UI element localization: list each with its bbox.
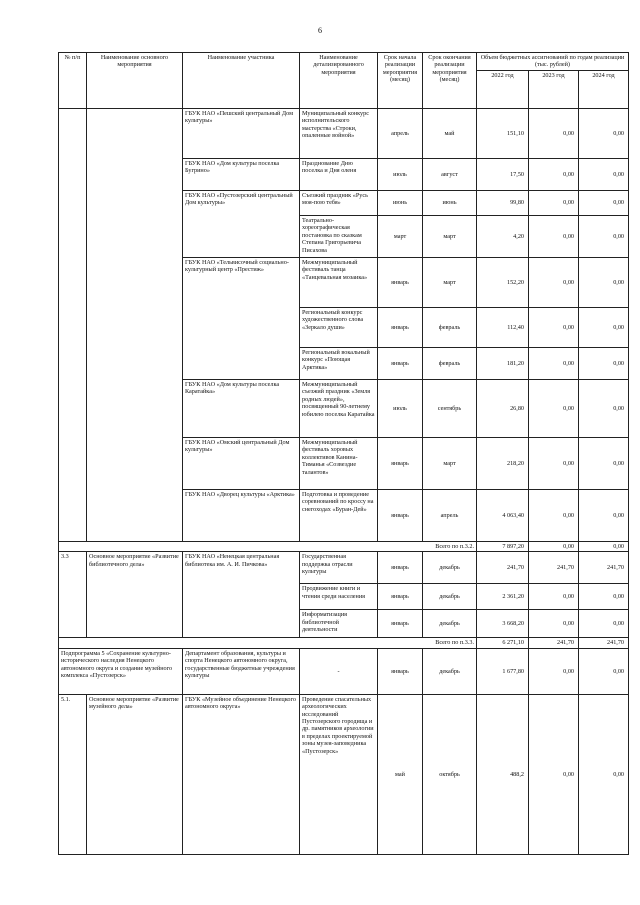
event-cell: Региональный конкурс художественного слова «Зеркало души» [300, 308, 378, 348]
event-cell: Межмуниципальный фестиваль танца «Танцевальная мозаика» [300, 258, 378, 308]
value-2022: 4 063,40 [477, 490, 529, 542]
total-2022: 6 271,10 [477, 638, 529, 648]
value-2022: 26,80 [477, 380, 529, 438]
start-cell: июль [378, 380, 423, 438]
value-2022: 112,40 [477, 308, 529, 348]
end-cell: июнь [423, 191, 477, 216]
header-num: № п/п [59, 53, 87, 109]
end-cell: август [423, 159, 477, 191]
value-2024: 0,00 [579, 380, 629, 438]
table-row [59, 159, 629, 191]
table-row [59, 258, 629, 308]
header-budget: Объем бюджетных ассигнований по годам реализации (тыс. рублей) [477, 53, 629, 71]
value-2023: 0,00 [529, 490, 579, 542]
main-event-cell: Основное мероприятие «Развитие библиотечного дела» [87, 552, 183, 638]
value-2022: 218,20 [477, 438, 529, 490]
end-cell: март [423, 258, 477, 308]
value-2024: 0,00 [579, 216, 629, 258]
participant-cell [183, 216, 300, 258]
value-2024: 0,00 [579, 694, 629, 854]
header-2023: 2023 год [529, 71, 579, 109]
value-2022: 4,20 [477, 216, 529, 258]
participant-cell: ГБУК НАО «Тельвисочный социально-культурный центр «Престиж» [183, 258, 300, 308]
start-cell: июль [378, 159, 423, 191]
total-2024: 0,00 [579, 542, 629, 552]
end-cell: декабрь [423, 584, 477, 610]
participant-cell: ГБУК НАО «Дом культуры поселка Бугрино» [183, 159, 300, 191]
value-2024: 0,00 [579, 109, 629, 159]
start-cell: январь [378, 438, 423, 490]
start-cell: январь [378, 308, 423, 348]
start-cell: январь [378, 348, 423, 380]
table-row [59, 109, 629, 159]
subprogram-title: Подпрограмма 5 «Сохранение культурно-исторического наследия Ненецкого автономного округа и создание музейного комплекса «Пустозерск» [59, 648, 183, 694]
value-2024: 0,00 [579, 191, 629, 216]
end-cell: апрель [423, 490, 477, 542]
header-main-event: Наименование основного мероприятия [87, 53, 183, 109]
row-number: 3.3 [59, 552, 87, 638]
table-row [59, 191, 629, 216]
budget-table [58, 52, 629, 855]
total-label: Всего по п.3.3. [59, 638, 477, 648]
participant-cell: ГБУК НАО «Пешский центральный Дом культуры» [183, 109, 300, 159]
table-row [59, 438, 629, 490]
end-cell: март [423, 438, 477, 490]
value-2022: 151,10 [477, 109, 529, 159]
value-2023: 0,00 [529, 216, 579, 258]
start-cell: апрель [378, 109, 423, 159]
table-row [59, 380, 629, 438]
value-2024: 0,00 [579, 584, 629, 610]
value-2023: 0,00 [529, 584, 579, 610]
value-2022: 3 668,20 [477, 610, 529, 638]
end-cell: февраль [423, 348, 477, 380]
value-2022: 2 361,20 [477, 584, 529, 610]
header-start: Срок начала реализации мероприятия (месяц) [378, 53, 423, 109]
start-cell: январь [378, 610, 423, 638]
participant-cell [183, 348, 300, 380]
event-cell: Региональный вокальный конкурс «Поющая Арктика» [300, 348, 378, 380]
header-end: Срок окончания реализации мероприятия (месяц) [423, 53, 477, 109]
participant-cell: ГБУК «Музейное объединение Ненецкого автономного округа» [183, 694, 300, 854]
start-cell: май [378, 694, 423, 854]
header-2024: 2024 год [579, 71, 629, 109]
total-2024: 241,70 [579, 638, 629, 648]
value-2023: 0,00 [529, 308, 579, 348]
value-2023: 241,70 [529, 552, 579, 584]
value-2023: 0,00 [529, 159, 579, 191]
header-detailed-event: Наименование детализированного мероприятия [300, 53, 378, 109]
value-2023: 0,00 [529, 610, 579, 638]
page-number: 6 [318, 26, 322, 35]
value-2023: 0,00 [529, 109, 579, 159]
row-number: 5.1. [59, 694, 87, 854]
value-2024: 0,00 [579, 348, 629, 380]
participant-cell: ГБУК НАО «Пустозерский центральный Дом культуры» [183, 191, 300, 216]
end-cell: март [423, 216, 477, 258]
total-label: Всего по п.3.2. [59, 542, 477, 552]
start-cell: июнь [378, 191, 423, 216]
event-cell: - [300, 648, 378, 694]
participant-cell: ГБУК НАО «Дворец культуры «Арктика» [183, 490, 300, 542]
value-2023: 0,00 [529, 380, 579, 438]
event-cell: Муниципальный конкурс исполнительского мастерства «Строки, опаленные войной» [300, 109, 378, 159]
value-2024: 0,00 [579, 610, 629, 638]
participant-cell: ГБУК НАО «Ненецкая центральная библиотека им. А. И. Пичкова» [183, 552, 300, 638]
value-2024: 0,00 [579, 159, 629, 191]
value-2023: 0,00 [529, 348, 579, 380]
start-cell: январь [378, 490, 423, 542]
participant-cell: ГБУК НАО «Омский центральный Дом культуры» [183, 438, 300, 490]
event-cell: Празднование Дню поселка и Дня оленя [300, 159, 378, 191]
participant-cell: ГБУК НАО «Дом культуры поселка Каратайка» [183, 380, 300, 438]
value-2023: 0,00 [529, 648, 579, 694]
header-participant: Наименование участника [183, 53, 300, 109]
value-2022: 17,50 [477, 159, 529, 191]
event-cell: Съезжий праздник «Русь моя-пою тебя» [300, 191, 378, 216]
total-row [59, 542, 629, 552]
end-cell: октябрь [423, 694, 477, 854]
end-cell: декабрь [423, 552, 477, 584]
header-2022: 2022 год [477, 71, 529, 109]
value-2024: 241,70 [579, 552, 629, 584]
start-cell: январь [378, 648, 423, 694]
value-2023: 0,00 [529, 191, 579, 216]
event-cell: Межмуниципальный съезжий праздник «Земля родных людей», посвященный 90-летнему юбилею поселка Каратайка [300, 380, 378, 438]
value-2022: 181,20 [477, 348, 529, 380]
value-2022: 241,70 [477, 552, 529, 584]
table-row [59, 348, 629, 380]
total-row [59, 638, 629, 648]
event-cell: Информатизация библиотечной деятельности [300, 610, 378, 638]
value-2023: 0,00 [529, 694, 579, 854]
start-cell: январь [378, 552, 423, 584]
event-cell: Государственная поддержка отрасли культуры [300, 552, 378, 584]
event-cell: Продвижение книги и чтения среди населения [300, 584, 378, 610]
table-row [59, 216, 629, 258]
participant-cell [183, 308, 300, 348]
end-cell: декабрь [423, 648, 477, 694]
start-cell: январь [378, 258, 423, 308]
event-cell: Театрально-хореографическая постановка по сказкам Степана Григорьевича Писахова [300, 216, 378, 258]
total-2022: 7 897,20 [477, 542, 529, 552]
table-row [59, 552, 629, 584]
table-row [59, 694, 629, 854]
end-cell: февраль [423, 308, 477, 348]
value-2023: 0,00 [529, 438, 579, 490]
value-2024: 0,00 [579, 648, 629, 694]
value-2024: 0,00 [579, 258, 629, 308]
start-cell: январь [378, 584, 423, 610]
event-cell: Межмуниципальный фестиваль хоровых коллективов Канина-Тиманья «Созвездие талантов» [300, 438, 378, 490]
total-2023: 241,70 [529, 638, 579, 648]
subprogram-row [59, 648, 629, 694]
total-2023: 0,00 [529, 542, 579, 552]
end-cell: май [423, 109, 477, 159]
event-cell: Проведение спасательных археологических исследований Пустозерского городища и др. памятников археологии в пределах проектируемой зоны музея-заповедника «Пустозерск» [300, 694, 378, 854]
value-2024: 0,00 [579, 490, 629, 542]
value-2022: 488,2 [477, 694, 529, 854]
value-2022: 152,20 [477, 258, 529, 308]
value-2024: 0,00 [579, 438, 629, 490]
end-cell: декабрь [423, 610, 477, 638]
table-row [59, 308, 629, 348]
event-cell: Подготовка и проведение соревнований по кроссу на снегоходах «Буран-Дей» [300, 490, 378, 542]
start-cell: март [378, 216, 423, 258]
main-event-cell: Основное мероприятие «Развитие музейного дела» [87, 694, 183, 854]
value-2024: 0,00 [579, 308, 629, 348]
value-2022: 99,80 [477, 191, 529, 216]
table-row [59, 490, 629, 542]
value-2023: 0,00 [529, 258, 579, 308]
end-cell: сентябрь [423, 380, 477, 438]
value-2022: 1 677,80 [477, 648, 529, 694]
participant-cell: Департамент образования, культуры и спорта Ненецкого автономного округа, государственные бюджетные учреждения культуры [183, 648, 300, 694]
